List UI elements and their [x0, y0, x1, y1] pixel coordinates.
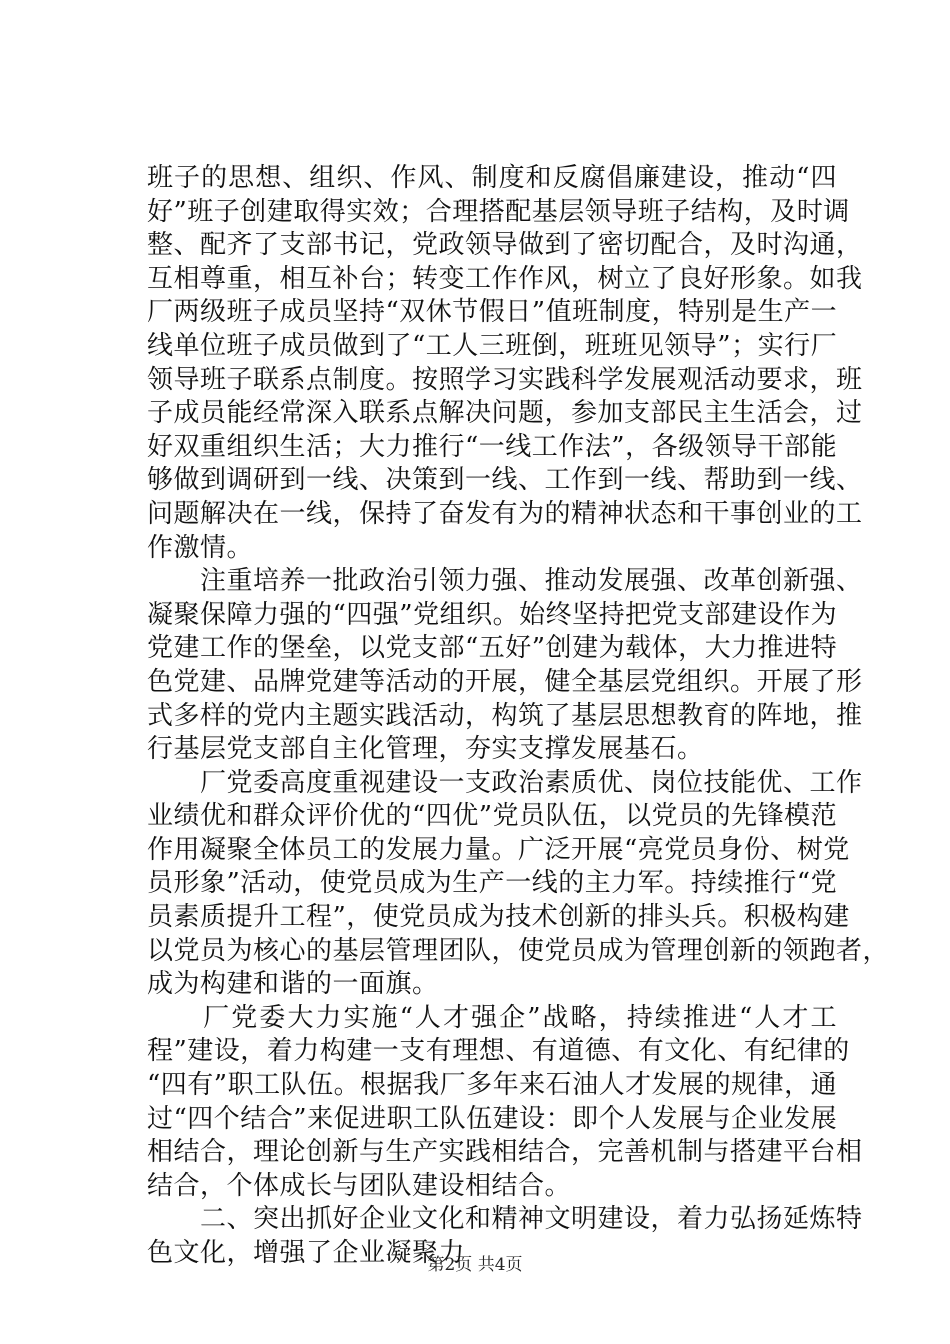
document-body — [147, 162, 890, 1271]
text-line: 互相尊重，相互补台；转变工作作风，树立了良好形象。如我 — [147, 263, 863, 294]
text-line: 式多样的党内主题实践活动，构筑了基层思想教育的阵地，推 — [147, 700, 863, 731]
paragraph-4 — [147, 1002, 863, 1204]
text-line: 成为构建和谐的一面旗。 — [147, 969, 439, 1000]
text-line: 够做到调研到一线、决策到一线、工作到一线、帮助到一线、 — [147, 465, 863, 496]
text-line: 行基层党支部自主化管理，夯实支撑发展基石。 — [147, 734, 704, 765]
text-line: 好”班子创建取得实效；合理搭配基层领导班子结构，及时调 — [147, 196, 850, 227]
text-line: 子成员能经常深入联系点解决问题，参加支部民主生活会，过 — [147, 398, 863, 429]
text-line: 问题解决在一线，保持了奋发有为的精神状态和干事创业的工 — [147, 498, 863, 529]
text-line: 色文化，增强了企业凝聚力 — [147, 1238, 466, 1268]
text-line: 员素质提升工程”，使党员成为技术创新的排头兵。积极构建 — [147, 902, 850, 933]
text-line: 结合，个体成长与团队建设相结合。 — [147, 1170, 572, 1201]
text-line: 业绩优和群众评价优的“四优”党员队伍，以党员的先锋模范 — [147, 801, 838, 832]
paragraph-2 — [147, 565, 863, 767]
text-line: 好双重组织生活；大力推行“一线工作法”，各级领导干部能 — [147, 431, 838, 462]
text-line: “四有”职工队伍。根据我厂多年来石油人才发展的规律，通 — [147, 1070, 838, 1101]
text-line: 二、突出抓好企业文化和精神文明建设，着力弘扬延炼特 — [147, 1204, 863, 1235]
text-line: 相结合，理论创新与生产实践相结合，完善机制与搭建平台相 — [147, 1137, 863, 1168]
text-line: 党建工作的堡垒，以党支部“五好”创建为载体，大力推进特 — [147, 633, 838, 664]
paragraph-1 — [147, 162, 863, 565]
text-line: 厂两级班子成员坚持“双休节假日”值班制度，特别是生产一 — [147, 297, 838, 328]
page-number-footer: 第2页 共4页 — [427, 1255, 523, 1275]
text-line: 以党员为核心的基层管理团队，使党员成为管理创新的领跑者， — [147, 935, 890, 966]
text-line: 凝聚保障力强的“四强”党组织。始终坚持把党支部建设作为 — [147, 599, 838, 630]
text-line: 注重培养一批政治引领力强、推动发展强、改革创新强、 — [147, 566, 863, 597]
paragraph-3 — [147, 767, 890, 1002]
text-line: 程”建设，着力构建一支有理想、有道德、有文化、有纪律的 — [147, 1036, 850, 1067]
text-line: 色党建、品牌党建等活动的开展，健全基层党组织。开展了形 — [147, 666, 863, 697]
text-line: 厂党委大力实施“人才强企”战略，持续推进“人才工 — [147, 1002, 837, 1033]
text-line: 厂党委高度重视建设一支政治素质优、岗位技能优、工作 — [147, 767, 863, 798]
text-line: 线单位班子成员做到了“工人三班倒，班班见领导”；实行厂 — [147, 330, 838, 361]
text-line: 过“四个结合”来促进职工队伍建设：即个人发展与企业发展 — [147, 1103, 838, 1134]
text-line: 领导班子联系点制度。按照学习实践科学发展观活动要求，班 — [147, 364, 863, 395]
text-line: 整、配齐了支部书记，党政领导做到了密切配合，及时沟通， — [147, 230, 863, 261]
text-line: 班子的思想、组织、作风、制度和反腐倡廉建设，推动“四 — [147, 163, 837, 193]
text-line: 员形象”活动，使党员成为生产一线的主力军。持续推行“党 — [147, 868, 838, 899]
text-line: 作激情。 — [147, 532, 254, 563]
text-line: 作用凝聚全体员工的发展力量。广泛开展“亮党员身份、树党 — [147, 834, 850, 865]
